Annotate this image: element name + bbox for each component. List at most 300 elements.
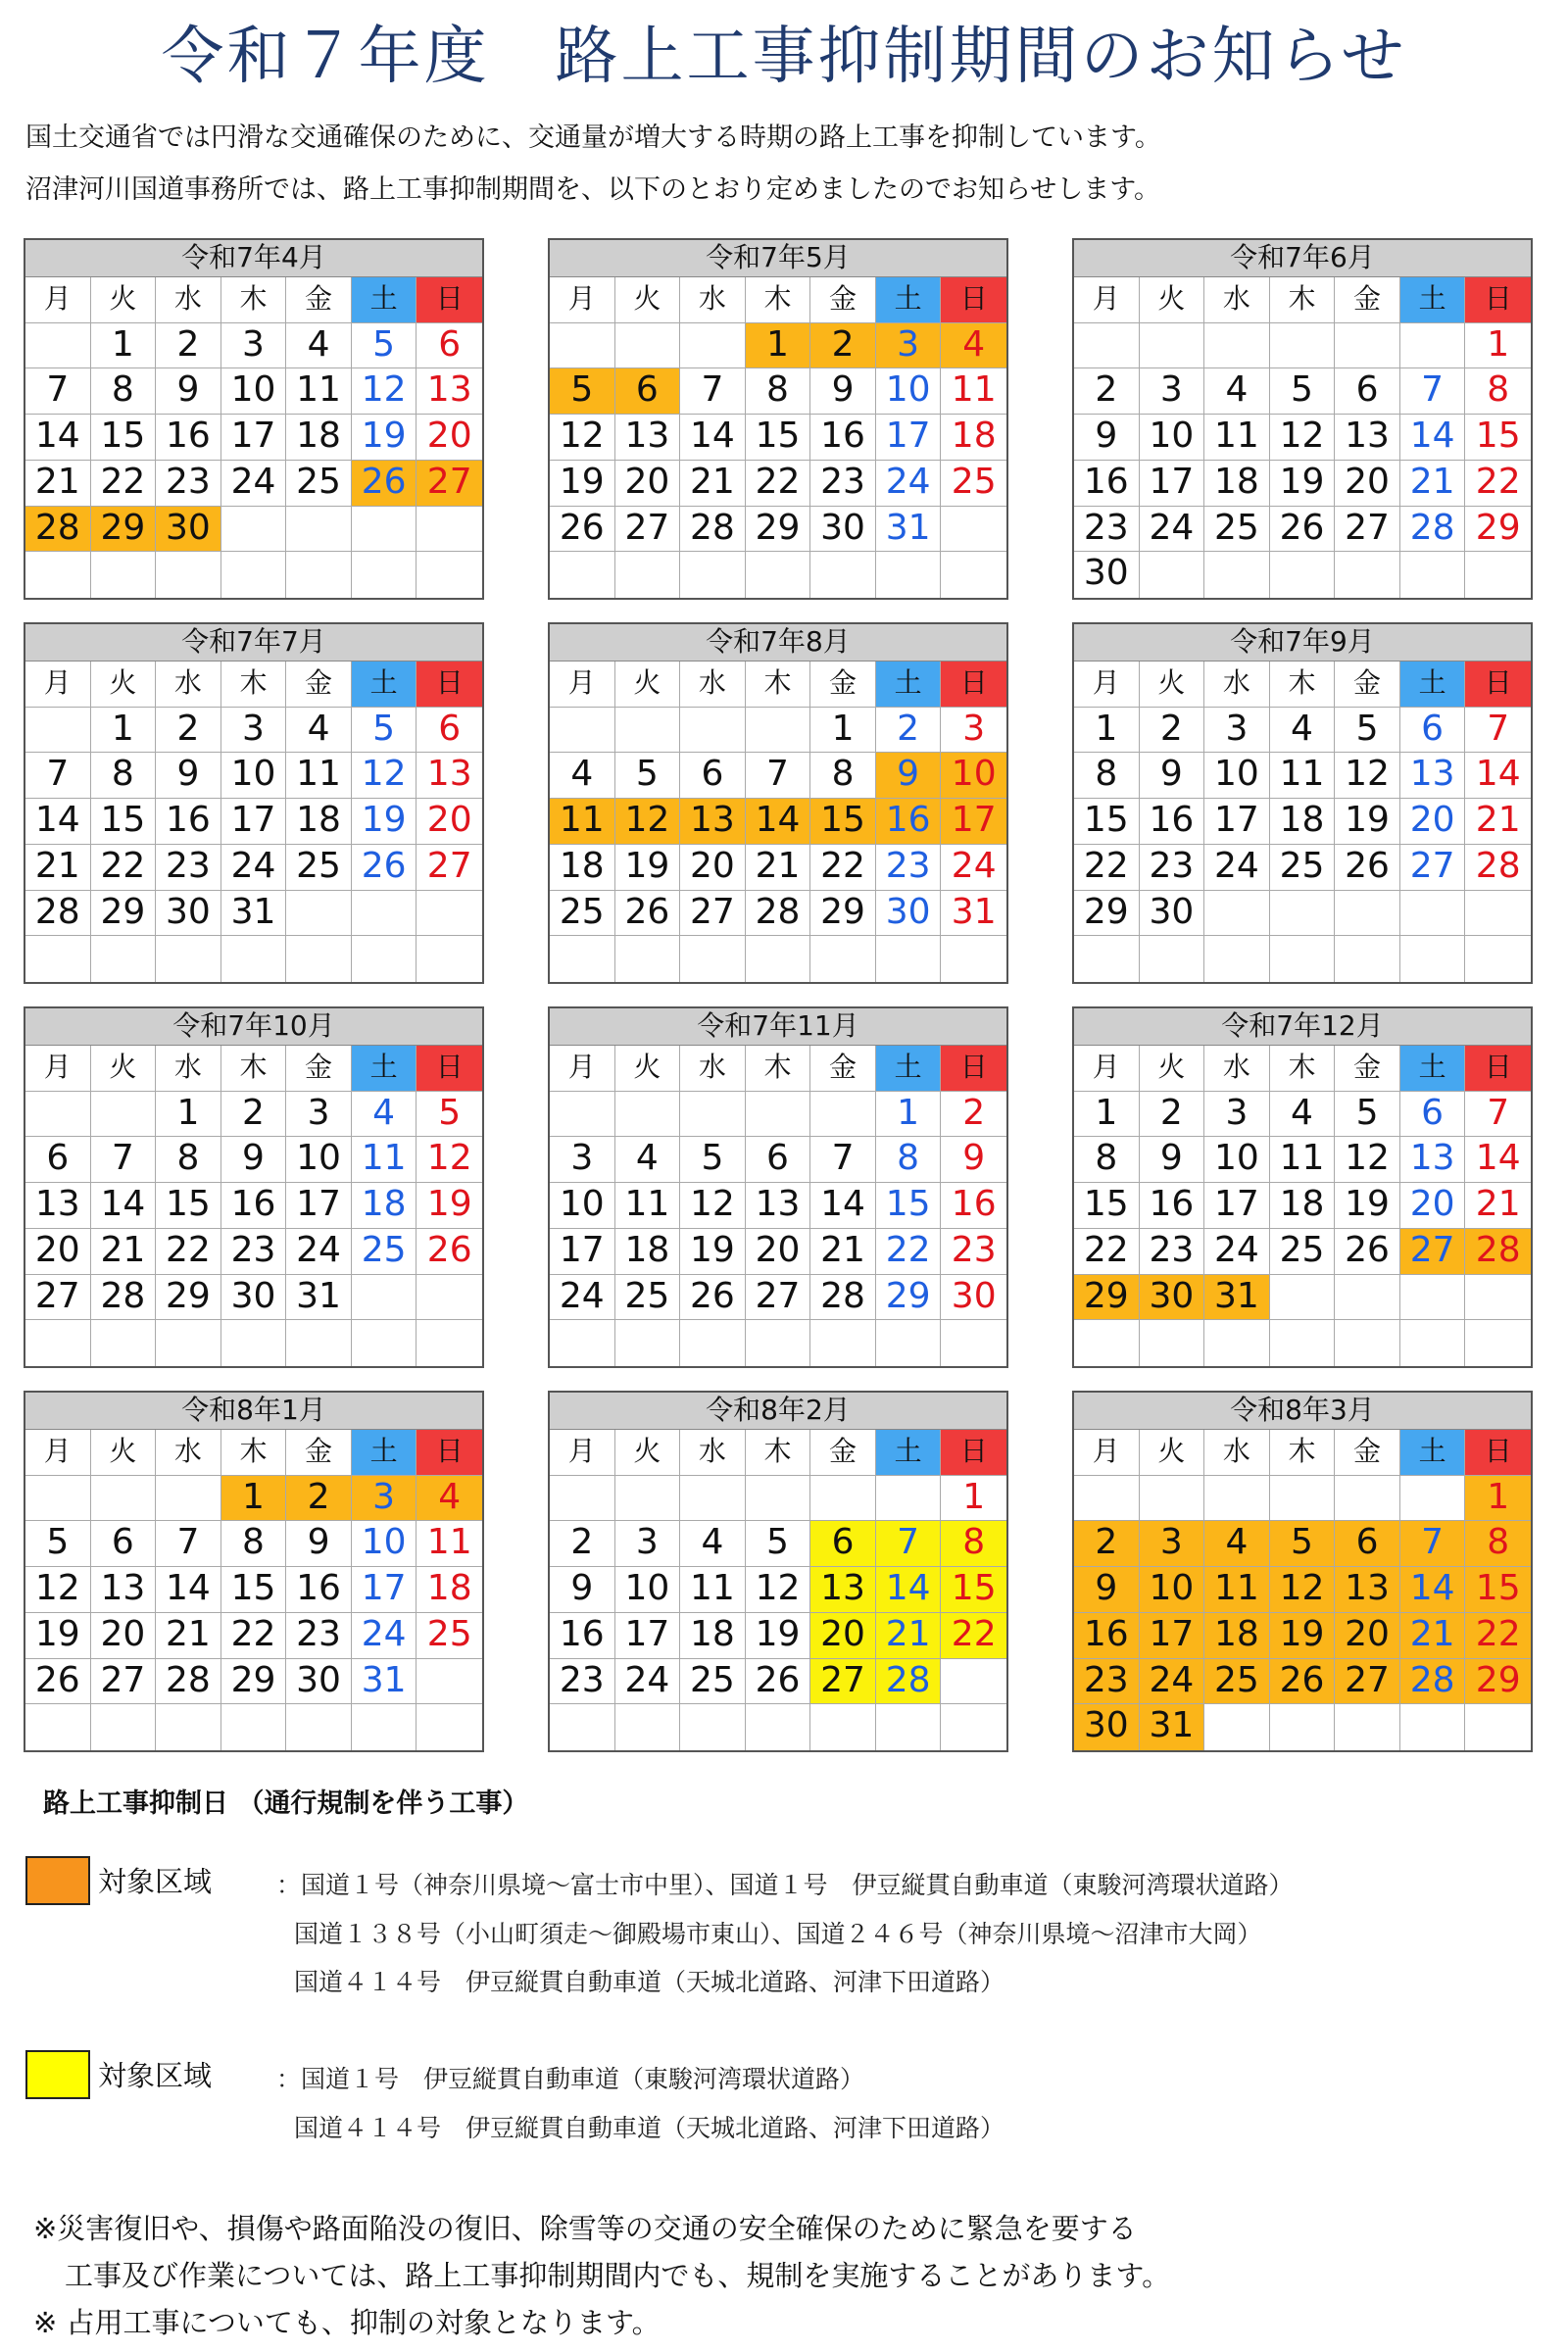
weekday-header: 土 [876, 277, 942, 323]
day-cell: 22 [221, 1613, 287, 1659]
day-cell: 9 [1140, 753, 1205, 799]
day-cell: 14 [876, 1567, 942, 1613]
month-title: 令和7年7月 [25, 624, 482, 662]
day-cell: 11 [416, 1521, 482, 1567]
day-cell: 29 [1074, 891, 1140, 937]
empty-cell [1270, 323, 1336, 369]
month-title: 令和7年5月 [550, 240, 1006, 277]
day-cell: 25 [680, 1659, 746, 1705]
day-cell: 9 [876, 753, 942, 799]
empty-cell [1140, 936, 1205, 982]
day-cell: 28 [25, 891, 91, 937]
empty-cell [1335, 323, 1400, 369]
day-cell: 12 [615, 799, 681, 845]
empty-cell [286, 1320, 352, 1366]
empty-cell [1140, 1320, 1205, 1366]
month-title: 令和8年2月 [550, 1393, 1006, 1430]
day-cell: 13 [680, 799, 746, 845]
day-cell: 13 [416, 753, 482, 799]
empty-cell [1465, 1704, 1531, 1750]
empty-cell [25, 552, 91, 598]
day-cell: 18 [1204, 1613, 1270, 1659]
day-cell: 8 [91, 368, 157, 415]
empty-cell [1074, 1320, 1140, 1366]
day-cell: 30 [156, 891, 221, 937]
day-cell: 10 [352, 1521, 417, 1567]
empty-cell [91, 936, 157, 982]
day-cell: 29 [746, 507, 811, 553]
empty-cell [876, 1704, 942, 1750]
empty-cell [941, 552, 1006, 598]
day-cell: 28 [680, 507, 746, 553]
day-cell: 31 [941, 891, 1006, 937]
day-cell: 16 [876, 799, 942, 845]
day-cell: 31 [1204, 1275, 1270, 1321]
day-cell: 5 [1335, 1092, 1400, 1138]
day-cell: 13 [746, 1183, 811, 1229]
day-cell: 27 [1400, 1229, 1466, 1275]
day-cell: 24 [352, 1613, 417, 1659]
day-cell: 29 [876, 1275, 942, 1321]
empty-cell [810, 1092, 876, 1138]
empty-cell [286, 507, 352, 553]
day-cell: 5 [416, 1092, 482, 1138]
empty-cell [680, 552, 746, 598]
empty-cell [352, 936, 417, 982]
empty-cell [416, 1659, 482, 1705]
day-cell: 9 [286, 1521, 352, 1567]
day-cell: 16 [1074, 461, 1140, 507]
weekday-header: 火 [615, 662, 681, 708]
empty-cell [1270, 1704, 1336, 1750]
day-cell: 7 [876, 1521, 942, 1567]
day-cell: 26 [615, 891, 681, 937]
day-cell: 17 [876, 415, 942, 461]
day-cell: 25 [1204, 1659, 1270, 1705]
day-cell: 18 [1270, 799, 1336, 845]
day-cell: 30 [810, 507, 876, 553]
orange-legend-swatch [25, 1856, 90, 1905]
month-calendar [548, 1391, 1008, 1752]
empty-cell [1204, 552, 1270, 598]
day-cell: 11 [615, 1183, 681, 1229]
empty-cell [1270, 1320, 1336, 1366]
empty-cell [615, 708, 681, 754]
day-cell: 8 [1074, 753, 1140, 799]
weekday-header: 日 [941, 662, 1006, 708]
day-cell: 27 [680, 891, 746, 937]
weekday-header: 火 [615, 1046, 681, 1092]
day-cell: 29 [1074, 1275, 1140, 1321]
day-cell: 22 [1074, 1229, 1140, 1275]
day-cell: 23 [221, 1229, 287, 1275]
day-cell: 3 [615, 1521, 681, 1567]
day-cell: 8 [746, 368, 811, 415]
day-cell: 27 [1400, 845, 1466, 891]
day-cell: 15 [746, 415, 811, 461]
month-calendar [1072, 1391, 1533, 1752]
empty-cell [941, 507, 1006, 553]
day-cell: 16 [156, 799, 221, 845]
day-cell: 27 [810, 1659, 876, 1705]
day-cell: 29 [810, 891, 876, 937]
day-cell: 12 [550, 415, 615, 461]
empty-cell [615, 323, 681, 369]
empty-cell [1140, 323, 1205, 369]
day-cell: 21 [156, 1613, 221, 1659]
day-cell: 27 [416, 845, 482, 891]
empty-cell [876, 1320, 942, 1366]
day-cell: 5 [352, 323, 417, 369]
weekday-header: 水 [156, 662, 221, 708]
weekday-header: 土 [352, 1430, 417, 1476]
empty-cell [1400, 936, 1466, 982]
empty-cell [156, 1476, 221, 1522]
month-calendar [24, 238, 484, 600]
day-cell: 26 [25, 1659, 91, 1705]
day-cell: 12 [25, 1567, 91, 1613]
empty-cell [1335, 1320, 1400, 1366]
weekday-header: 木 [1270, 277, 1336, 323]
day-cell: 23 [1140, 845, 1205, 891]
weekday-header: 水 [680, 277, 746, 323]
empty-cell [286, 936, 352, 982]
day-cell: 20 [810, 1613, 876, 1659]
empty-cell [680, 323, 746, 369]
day-cell: 10 [876, 368, 942, 415]
empty-cell [1204, 1704, 1270, 1750]
day-cell: 5 [1270, 1521, 1336, 1567]
day-cell: 24 [221, 461, 287, 507]
day-cell: 19 [746, 1613, 811, 1659]
day-cell: 12 [680, 1183, 746, 1229]
day-cell: 15 [156, 1183, 221, 1229]
day-cell: 25 [416, 1613, 482, 1659]
day-cell: 1 [221, 1476, 287, 1522]
day-cell: 7 [1465, 708, 1531, 754]
day-cell: 4 [1270, 708, 1336, 754]
empty-cell [25, 323, 91, 369]
day-cell: 11 [1204, 415, 1270, 461]
day-cell: 1 [156, 1092, 221, 1138]
empty-cell [746, 1476, 811, 1522]
day-cell: 16 [941, 1183, 1006, 1229]
day-cell: 26 [1270, 1659, 1336, 1705]
weekday-header: 日 [416, 662, 482, 708]
day-cell: 23 [1074, 1659, 1140, 1705]
day-cell: 16 [286, 1567, 352, 1613]
empty-cell [1270, 891, 1336, 937]
empty-cell [1074, 323, 1140, 369]
day-cell: 17 [1204, 799, 1270, 845]
empty-cell [1140, 1476, 1205, 1522]
day-cell: 8 [1465, 1521, 1531, 1567]
empty-cell [221, 936, 287, 982]
day-cell: 19 [550, 461, 615, 507]
empty-cell [1204, 936, 1270, 982]
day-cell: 16 [221, 1183, 287, 1229]
weekday-header: 木 [1270, 662, 1336, 708]
day-cell: 20 [1400, 799, 1466, 845]
day-cell: 25 [1270, 845, 1336, 891]
day-cell: 14 [25, 415, 91, 461]
day-cell: 15 [91, 415, 157, 461]
empty-cell [1335, 552, 1400, 598]
weekday-header: 日 [1465, 1046, 1531, 1092]
day-cell: 28 [1400, 507, 1466, 553]
day-cell: 7 [25, 368, 91, 415]
day-cell: 3 [941, 708, 1006, 754]
empty-cell [416, 1704, 482, 1750]
day-cell: 18 [352, 1183, 417, 1229]
empty-cell [221, 552, 287, 598]
day-cell: 7 [680, 368, 746, 415]
day-cell: 22 [91, 461, 157, 507]
day-cell: 6 [1335, 368, 1400, 415]
day-cell: 24 [1204, 1229, 1270, 1275]
day-cell: 22 [1465, 461, 1531, 507]
day-cell: 9 [1140, 1137, 1205, 1183]
day-cell: 5 [550, 368, 615, 415]
day-cell: 4 [941, 323, 1006, 369]
day-cell: 6 [746, 1137, 811, 1183]
day-cell: 4 [286, 323, 352, 369]
day-cell: 17 [221, 415, 287, 461]
day-cell: 7 [156, 1521, 221, 1567]
day-cell: 22 [91, 845, 157, 891]
empty-cell [680, 936, 746, 982]
day-cell: 29 [1465, 1659, 1531, 1705]
day-cell: 28 [876, 1659, 942, 1705]
day-cell: 1 [1465, 323, 1531, 369]
weekday-header: 土 [876, 1430, 942, 1476]
calendar-grid [24, 238, 1544, 1752]
note-line-1: ※災害復旧や、損傷や路面陥没の復旧、除雪等の交通の安全確保のために緊急を要する [33, 2212, 1137, 2245]
empty-cell [1270, 936, 1336, 982]
day-cell: 25 [1204, 507, 1270, 553]
empty-cell [615, 552, 681, 598]
day-cell: 5 [746, 1521, 811, 1567]
day-cell: 1 [810, 708, 876, 754]
weekday-header: 日 [1465, 1430, 1531, 1476]
day-cell: 18 [550, 845, 615, 891]
day-cell: 13 [1400, 753, 1466, 799]
empty-cell [1335, 936, 1400, 982]
day-cell: 24 [941, 845, 1006, 891]
empty-cell [25, 708, 91, 754]
day-cell: 27 [91, 1659, 157, 1705]
weekday-header: 日 [941, 277, 1006, 323]
day-cell: 17 [550, 1229, 615, 1275]
day-cell: 19 [416, 1183, 482, 1229]
day-cell: 21 [876, 1613, 942, 1659]
weekday-header: 土 [352, 662, 417, 708]
day-cell: 2 [156, 708, 221, 754]
month-calendar [548, 1006, 1008, 1368]
day-cell: 27 [416, 461, 482, 507]
day-cell: 5 [25, 1521, 91, 1567]
empty-cell [221, 507, 287, 553]
month-title: 令和8年1月 [25, 1393, 482, 1430]
weekday-header: 火 [91, 662, 157, 708]
day-cell: 21 [810, 1229, 876, 1275]
weekday-header: 水 [156, 277, 221, 323]
day-cell: 30 [286, 1659, 352, 1705]
month-title: 令和7年8月 [550, 624, 1006, 662]
day-cell: 26 [550, 507, 615, 553]
day-cell: 23 [1074, 507, 1140, 553]
empty-cell [286, 1704, 352, 1750]
day-cell: 20 [25, 1229, 91, 1275]
day-cell: 3 [1204, 1092, 1270, 1138]
day-cell: 6 [91, 1521, 157, 1567]
weekday-header: 月 [1074, 277, 1140, 323]
empty-cell [680, 1320, 746, 1366]
empty-cell [1400, 1275, 1466, 1321]
month-calendar [24, 1391, 484, 1752]
weekday-header: 日 [941, 1046, 1006, 1092]
day-cell: 9 [156, 368, 221, 415]
day-cell: 4 [1270, 1092, 1336, 1138]
day-cell: 4 [416, 1476, 482, 1522]
yellow-legend-swatch [25, 2050, 90, 2099]
day-cell: 10 [941, 753, 1006, 799]
day-cell: 21 [1400, 1613, 1466, 1659]
day-cell: 13 [25, 1183, 91, 1229]
empty-cell [1270, 1476, 1336, 1522]
weekday-header: 火 [1140, 1430, 1205, 1476]
day-cell: 26 [680, 1275, 746, 1321]
month-calendar [548, 238, 1008, 600]
day-cell: 24 [550, 1275, 615, 1321]
day-cell: 22 [941, 1613, 1006, 1659]
day-cell: 9 [1074, 415, 1140, 461]
day-cell: 16 [1140, 799, 1205, 845]
empty-cell [1204, 891, 1270, 937]
weekday-header: 金 [286, 277, 352, 323]
month-title: 令和7年11月 [550, 1008, 1006, 1046]
weekday-header: 日 [1465, 662, 1531, 708]
day-cell: 31 [1140, 1704, 1205, 1750]
day-cell: 28 [810, 1275, 876, 1321]
day-cell: 26 [746, 1659, 811, 1705]
day-cell: 6 [810, 1521, 876, 1567]
day-cell: 30 [1140, 891, 1205, 937]
empty-cell [156, 1320, 221, 1366]
day-cell: 26 [1335, 845, 1400, 891]
day-cell: 5 [1270, 368, 1336, 415]
empty-cell [1465, 1275, 1531, 1321]
day-cell: 12 [746, 1567, 811, 1613]
day-cell: 11 [1270, 1137, 1336, 1183]
day-cell: 10 [286, 1137, 352, 1183]
weekday-header: 水 [680, 1430, 746, 1476]
month-calendar [548, 622, 1008, 984]
weekday-header: 月 [550, 1430, 615, 1476]
day-cell: 20 [1335, 1613, 1400, 1659]
empty-cell [550, 323, 615, 369]
day-cell: 14 [810, 1183, 876, 1229]
day-cell: 4 [1204, 1521, 1270, 1567]
day-cell: 8 [91, 753, 157, 799]
empty-cell [550, 708, 615, 754]
weekday-header: 木 [746, 277, 811, 323]
weekday-header: 金 [1335, 662, 1400, 708]
day-cell: 1 [746, 323, 811, 369]
weekday-header: 金 [810, 1430, 876, 1476]
day-cell: 18 [680, 1613, 746, 1659]
weekday-header: 水 [680, 1046, 746, 1092]
empty-cell [615, 1704, 681, 1750]
day-cell: 18 [286, 799, 352, 845]
month-title: 令和7年12月 [1074, 1008, 1531, 1046]
day-cell: 22 [876, 1229, 942, 1275]
day-cell: 9 [221, 1137, 287, 1183]
day-cell: 19 [352, 415, 417, 461]
day-cell: 29 [91, 891, 157, 937]
weekday-header: 月 [25, 1046, 91, 1092]
day-cell: 9 [550, 1567, 615, 1613]
weekday-header: 水 [680, 662, 746, 708]
day-cell: 18 [615, 1229, 681, 1275]
day-cell: 6 [1335, 1521, 1400, 1567]
day-cell: 18 [416, 1567, 482, 1613]
empty-cell [416, 936, 482, 982]
day-cell: 6 [25, 1137, 91, 1183]
day-cell: 13 [1335, 1567, 1400, 1613]
day-cell: 5 [615, 753, 681, 799]
day-cell: 8 [941, 1521, 1006, 1567]
day-cell: 30 [221, 1275, 287, 1321]
weekday-header: 日 [416, 277, 482, 323]
day-cell: 7 [1400, 1521, 1466, 1567]
day-cell: 18 [286, 415, 352, 461]
weekday-header: 月 [25, 662, 91, 708]
day-cell: 11 [941, 368, 1006, 415]
empty-cell [1465, 936, 1531, 982]
day-cell: 23 [941, 1229, 1006, 1275]
empty-cell [550, 1476, 615, 1522]
day-cell: 20 [680, 845, 746, 891]
day-cell: 26 [1335, 1229, 1400, 1275]
day-cell: 24 [876, 461, 942, 507]
day-cell: 29 [1465, 507, 1531, 553]
empty-cell [1335, 1476, 1400, 1522]
weekday-header: 水 [1204, 1046, 1270, 1092]
empty-cell [615, 936, 681, 982]
empty-cell [876, 936, 942, 982]
day-cell: 16 [810, 415, 876, 461]
weekday-header: 木 [746, 1430, 811, 1476]
empty-cell [746, 936, 811, 982]
day-cell: 20 [1400, 1183, 1466, 1229]
empty-cell [1270, 1275, 1336, 1321]
day-cell: 9 [156, 753, 221, 799]
day-cell: 3 [221, 323, 287, 369]
day-cell: 14 [680, 415, 746, 461]
day-cell: 20 [416, 799, 482, 845]
day-cell: 2 [1140, 1092, 1205, 1138]
month-title: 令和7年4月 [25, 240, 482, 277]
day-cell: 15 [1465, 1567, 1531, 1613]
day-cell: 12 [416, 1137, 482, 1183]
empty-cell [1465, 891, 1531, 937]
day-cell: 7 [1400, 368, 1466, 415]
empty-cell [1400, 1476, 1466, 1522]
day-cell: 2 [550, 1521, 615, 1567]
weekday-header: 金 [810, 662, 876, 708]
day-cell: 7 [1465, 1092, 1531, 1138]
